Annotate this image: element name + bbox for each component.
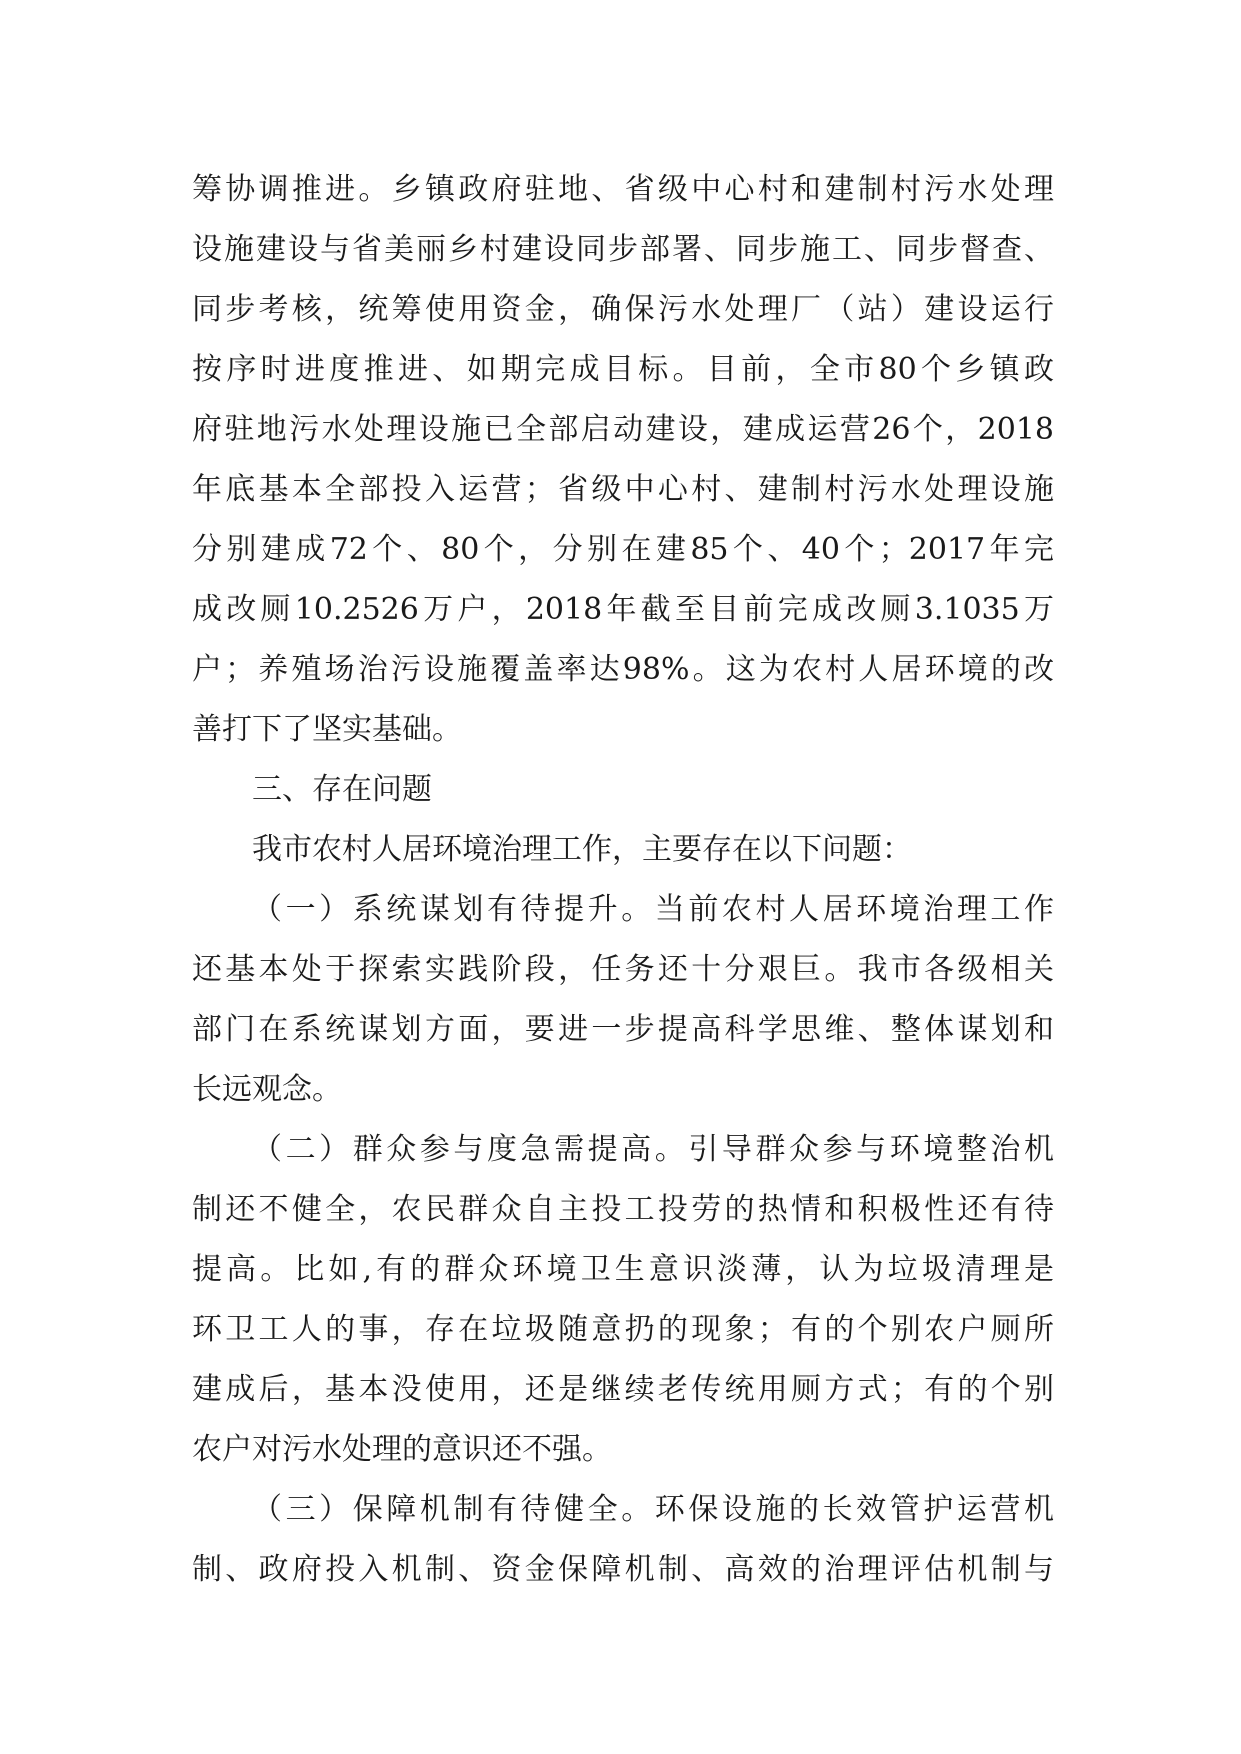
paragraph-line: 设施建设与省美丽乡村建设同步部署、同步施工、同步督查、 xyxy=(192,232,1054,267)
paragraph-line: 制还不健全，农民群众自主投工投劳的热情和积极性还有待 xyxy=(192,1192,1054,1227)
paragraph-line: （三）保障机制有待健全。环保设施的长效管护运营机 xyxy=(252,1492,1054,1527)
paragraph-line: （一）系统谋划有待提升。当前农村人居环境治理工作 xyxy=(252,892,1054,927)
paragraph-line: 还基本处于探索实践阶段，任务还十分艰巨。我市各级相关 xyxy=(192,952,1054,987)
paragraph-line: 府驻地污水处理设施已全部启动建设，建成运营26个，2018 xyxy=(192,412,1054,447)
paragraph-line: 建成后，基本没使用，还是继续老传统用厕方式；有的个别 xyxy=(192,1372,1054,1407)
paragraph-line: 制、政府投入机制、资金保障机制、高效的治理评估机制与 xyxy=(192,1552,1054,1587)
document-body xyxy=(192,160,1054,1600)
paragraph-line: 我市农村人居环境治理工作，主要存在以下问题： xyxy=(252,832,912,867)
paragraph-line: 同步考核，统筹使用资金，确保污水处理厂（站）建设运行 xyxy=(192,292,1054,327)
paragraph-line: 成改厕10.2526万户，2018年截至目前完成改厕3.1035万 xyxy=(192,592,1054,627)
paragraph-line: 提高。比如,有的群众环境卫生意识淡薄，认为垃圾清理是 xyxy=(192,1252,1054,1287)
section-heading: 三、存在问题 xyxy=(252,772,432,807)
paragraph-line: 长远观念。 xyxy=(192,1072,342,1107)
paragraph-line: 善打下了坚实基础。 xyxy=(192,712,462,747)
paragraph-line: 分别建成72个、80个，分别在建85个、40个；2017年完 xyxy=(192,532,1054,567)
paragraph-line: 年底基本全部投入运营；省级中心村、建制村污水处理设施 xyxy=(192,472,1054,507)
paragraph-line: 环卫工人的事，存在垃圾随意扔的现象；有的个别农户厕所 xyxy=(192,1312,1054,1347)
paragraph-line: 户；养殖场治污设施覆盖率达98%。这为农村人居环境的改 xyxy=(192,652,1054,687)
paragraph-line: 按序时进度推进、如期完成目标。目前，全市80个乡镇政 xyxy=(192,352,1054,387)
paragraph-line: 筹协调推进。乡镇政府驻地、省级中心村和建制村污水处理 xyxy=(192,172,1054,207)
paragraph-line: （二）群众参与度急需提高。引导群众参与环境整治机 xyxy=(252,1132,1054,1167)
paragraph-line: 农户对污水处理的意识还不强。 xyxy=(192,1432,612,1467)
paragraph-line: 部门在系统谋划方面，要进一步提高科学思维、整体谋划和 xyxy=(192,1012,1054,1047)
